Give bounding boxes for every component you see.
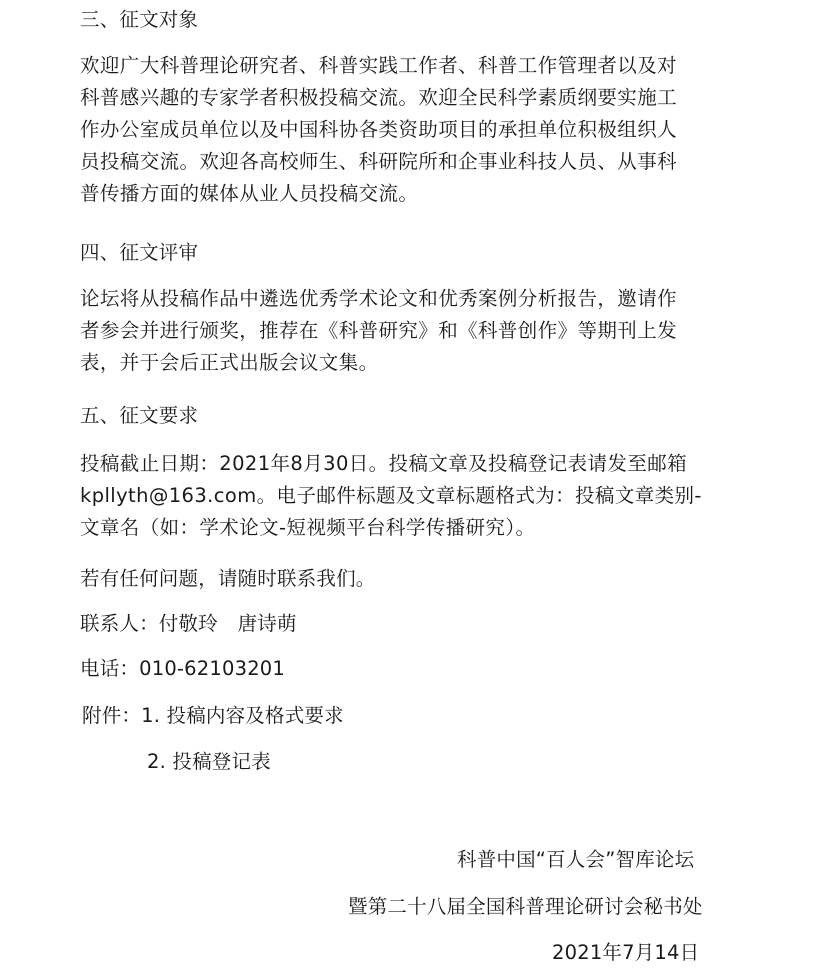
contact-person: 联系人：付敬玲 唐诗萌 <box>80 612 297 635</box>
attachment-1: 附件：1. 投稿内容及格式要求 <box>82 704 344 727</box>
attachment-2: 2. 投稿登记表 <box>147 750 271 773</box>
paragraph-line: 欢迎广大科普理论研究者、科普实践工作者、科普工作管理者以及对 <box>80 54 678 77</box>
paragraph-line: 文章名（如：学术论文-短视频平台科学传播研究）。 <box>80 516 536 539</box>
contact-phone: 电话：010-62103201 <box>80 657 286 680</box>
section-4-heading: 四、征文评审 <box>80 241 199 264</box>
section-3-paragraph <box>80 50 750 210</box>
paragraph-line: 者参会并进行颁奖，推荐在《科普研究》和《科普创作》等期刊上发 <box>80 319 678 342</box>
section-3-heading: 三、征文对象 <box>80 8 199 31</box>
signature-date: 2021年7月14日 <box>552 941 700 964</box>
section-4-paragraph <box>80 283 750 379</box>
paragraph-line: kpllyth@163.com。电子邮件标题及文章标题格式为：投稿文章类别- <box>80 484 702 507</box>
paragraph-line: 科普感兴趣的专家学者积极投稿交流。欢迎全民科学素质纲要实施工 <box>80 86 678 109</box>
signature-org-line-2: 暨第二十八届全国科普理论研讨会秘书处 <box>348 895 703 918</box>
paragraph-line: 表，并于会后正式出版会议文集。 <box>80 351 379 374</box>
paragraph-line: 论坛将从投稿作品中遴选优秀学术论文和优秀案例分析报告，邀请作 <box>80 287 678 310</box>
contact-question: 若有任何问题，请随时联系我们。 <box>80 567 376 590</box>
paragraph-line: 普传播方面的媒体从业人员投稿交流。 <box>80 182 419 205</box>
section-5-heading: 五、征文要求 <box>80 404 199 427</box>
section-5-paragraph <box>80 448 750 544</box>
signature-org-line-1: 科普中国“百人会”智库论坛 <box>457 848 695 871</box>
paragraph-line: 投稿截止日期：2021年8月30日。投稿文章及投稿登记表请发至邮箱 <box>80 452 688 475</box>
paragraph-line: 员投稿交流。欢迎各高校师生、科研院所和企事业科技人员、从事科 <box>80 150 678 173</box>
paragraph-line: 作办公室成员单位以及中国科协各类资助项目的承担单位积极组织人 <box>80 118 678 141</box>
